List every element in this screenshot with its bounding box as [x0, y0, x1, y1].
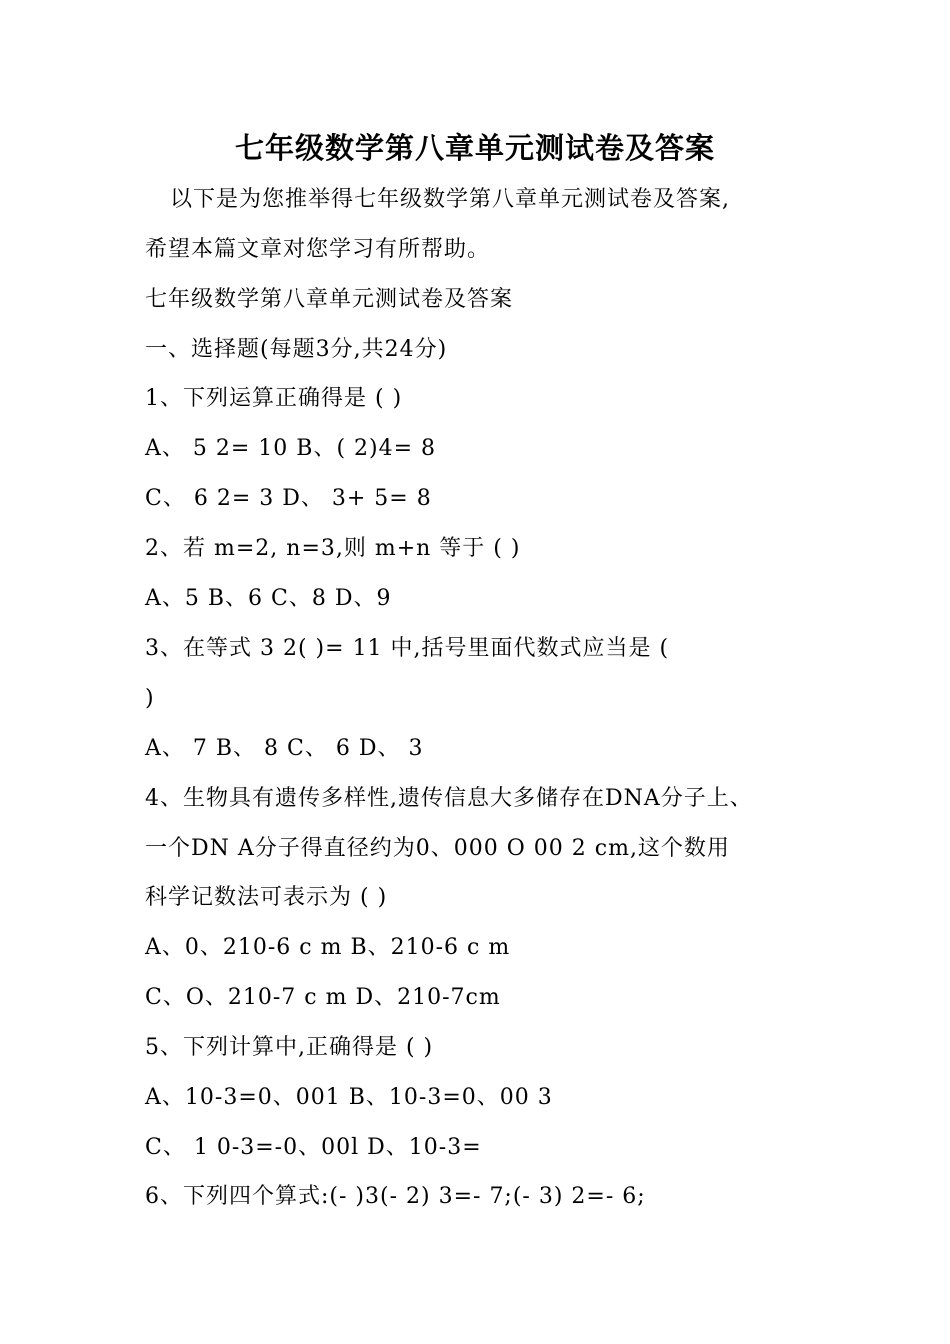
question-line: 一个DN A分子得直径约为0、000 O 00 2 cm,这个数用: [145, 836, 730, 861]
question-line: C、 1 0-3=-0、00l D、10-3=: [145, 1135, 482, 1160]
question-line: A、5 B、6 C、8 D、9: [145, 586, 392, 611]
question-line: 1、下列运算正确得是 ( ): [145, 386, 403, 411]
section-heading: 一、选择题(每题3分,共24分): [145, 337, 448, 362]
question-line: A、0、210-6 c m B、210-6 c m: [145, 935, 511, 960]
question-line: 3、在等式 3 2( )= 11 中,括号里面代数式应当是 (: [145, 636, 670, 661]
question-line: 2、若 m=2, n=3,则 m+n 等于 ( ): [145, 536, 521, 561]
question-line: C、 6 2= 3 D、 3+ 5= 8: [145, 486, 432, 511]
document-title: 七年级数学第八章单元测试卷及答案: [234, 131, 715, 165]
intro-line-2: 希望本篇文章对您学习有所帮助。: [145, 237, 491, 262]
question-line: 5、下列计算中,正确得是 ( ): [145, 1035, 434, 1060]
question-line: 6、下列四个算式:(- )3(- 2) 3=- 7;(- 3) 2=- 6;: [145, 1184, 646, 1209]
question-line: A、10-3=0、001 B、10-3=0、00 3: [145, 1085, 553, 1110]
question-line: 4、生物具有遗传多样性,遗传信息大多储存在DNA分子上、: [145, 786, 753, 811]
question-line: ): [145, 686, 155, 711]
question-line: 科学记数法可表示为 ( ): [145, 885, 388, 910]
subtitle: 七年级数学第八章单元测试卷及答案: [145, 287, 514, 312]
question-line: C、O、210-7 c m D、210-7cm: [145, 985, 501, 1010]
intro-line-1: 以下是为您推举得七年级数学第八章单元测试卷及答案,: [170, 187, 730, 212]
question-line: A、 5 2= 10 B、( 2)4= 8: [145, 436, 437, 461]
question-line: A、 7 B、 8 C、 6 D、 3: [145, 736, 424, 761]
